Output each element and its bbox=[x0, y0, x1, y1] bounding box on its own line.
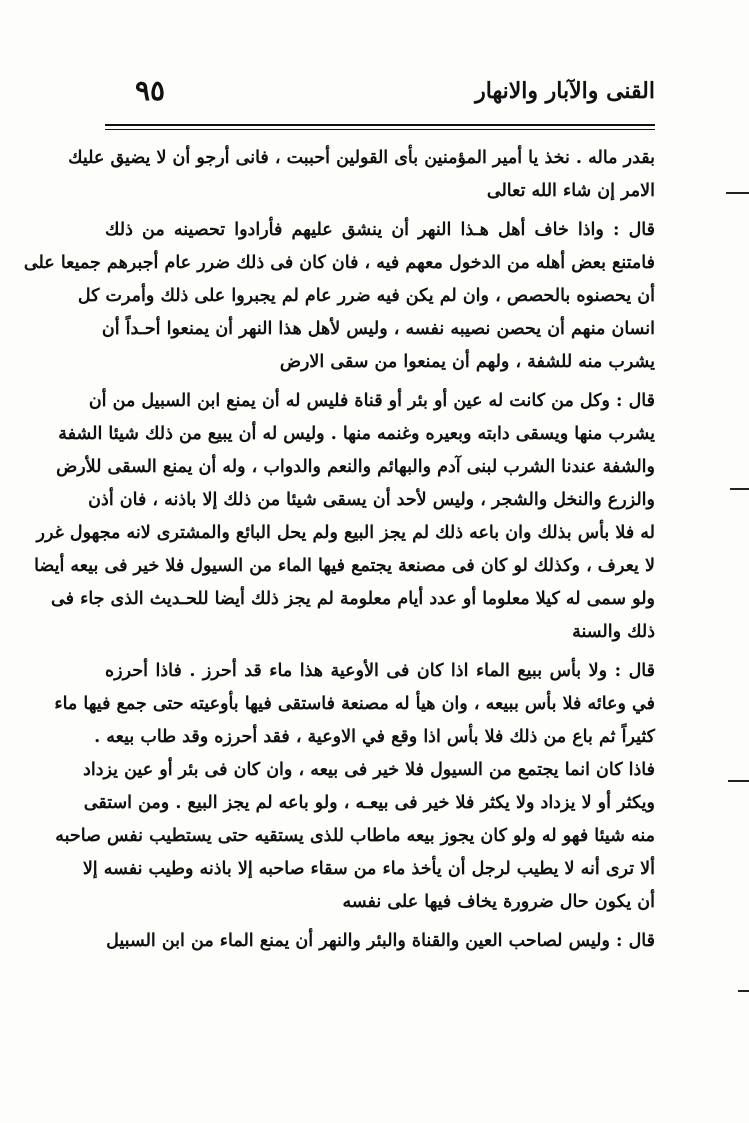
margin-tick bbox=[726, 192, 749, 194]
text-line: ألا ترى أنه لا يطيب لرجل أن يأخذ ماء من سقاء صاحبه إلا باذنه وطيب نفسه إلا bbox=[82, 859, 655, 879]
header-rule-thin bbox=[105, 129, 655, 130]
text-line: فامتنع بعض أهله من الدخول معهم فيه ، فان كان فى ذلك ضرر عام أجبرهم جميعا على bbox=[23, 253, 655, 273]
page-header bbox=[105, 74, 655, 118]
text-line: فاذا كان انما يجتمع من السيول فلا خير فى بيعه ، وان كان فى بئر أو عين يزداد bbox=[83, 760, 655, 780]
text-line: منه شيئا فهو له ولو كان يجوز بيعه ماطاب للذى يستقيه حتى يستطيب نفس صاحبه bbox=[55, 826, 655, 846]
text-line: قال : وكل من كانت له عين أو بئر أو قناة فليس له أن يمنع ابن السبيل من أن bbox=[88, 391, 655, 411]
text-line: يشرب منها ويسقى دابته وبعيره وغنمه منها . وليس له أن يبيع من ذلك شيئا الشفة bbox=[58, 424, 655, 444]
header-rule-thick bbox=[105, 124, 655, 126]
text-line: يشرب منه للشفة ، ولهم أن يمنعوا من سقى الارض bbox=[279, 352, 655, 372]
text-line: قال : ولا بأس ببيع الماء اذا كان فى الأوعية هذا ماء قد أحرز . فاذا أحرزه bbox=[105, 661, 655, 681]
margin-tick bbox=[738, 990, 749, 992]
body-text bbox=[23, 142, 655, 964]
paragraph bbox=[23, 214, 655, 379]
text-line: الامر إن شاء الله تعالى bbox=[486, 181, 655, 201]
text-line: والزرع والنخل والشجر ، وليس لأحد أن يسقى شيئا من ذلك إلا باذنه ، فان أذن bbox=[88, 490, 655, 510]
text-line: أن يكون حال ضرورة يخاف فيها على نفسه bbox=[342, 892, 655, 912]
text-line: والشفة عندنا الشرب لبنى آدم والبهائم والنعم والدواب ، وله أن يمنع السقى للأرض bbox=[56, 457, 655, 477]
text-line: ويكثر أو لا يزداد ولا يكثر فلا خير فى بيعـه ، ولو باعه لم يجز البيع . ومن استقى bbox=[83, 793, 655, 813]
text-line: بقدر ماله . نخذ يا أمير المؤمنين بأى القولين أحببت ، فانى أرجو أن لا يضيق عليك bbox=[68, 148, 655, 168]
running-title: القنى والآبار والانهار bbox=[475, 78, 655, 104]
margin-tick bbox=[730, 488, 749, 490]
text-line: ولو سمى له كيلا معلوما أو عدد أيام معلومة لم يجز ذلك أيضا للحـديث الذى جاء فى bbox=[51, 589, 655, 609]
text-line: أن يحصنوه بالحصص ، وان لم يكن فيه ضرر عام لم يجبروا على ذلك وأمرت كل bbox=[77, 286, 655, 306]
text-line: قال : واذا خاف أهل هـذا النهر أن ينشق عليهم فأرادوا تحصينه من ذلك bbox=[105, 220, 655, 240]
text-line: انسان منهم أن يحصن نصيبه نفسه ، وليس لأهل هذا النهر أن يمنعوا أحـداً أن bbox=[101, 319, 655, 339]
text-line: ذلك والسنة bbox=[572, 622, 655, 642]
text-line: قال : وليس لصاحب العين والقناة والبئر والنهر أن يمنع الماء من ابن السبيل bbox=[106, 931, 655, 951]
page-number: ٩٥ bbox=[135, 74, 166, 107]
paragraph bbox=[105, 925, 655, 958]
text-line: كثيراً ثم باع من ذلك فلا بأس اذا وقع في الاوعية ، فقد أحرزه وقد طاب بيعه . bbox=[94, 727, 655, 747]
margin-tick bbox=[728, 780, 749, 782]
paragraph bbox=[54, 655, 655, 919]
text-line: في وعائه فلا بأس ببيعه ، وان هيأ له مصنعة فاستقى فيها بأوعيته حتى جمع فيها ماء bbox=[54, 694, 655, 714]
paragraph bbox=[34, 385, 655, 649]
text-line: له فلا بأس بذلك وان باعه ذلك لم يجز البيع ولم يحل البائع والمشترى لانه مجهول غرر bbox=[36, 523, 655, 543]
paragraph bbox=[68, 142, 655, 208]
text-line: لا يعرف ، وكذلك لو كان فى مصنعة يجتمع فيها الماء من السيول فلا خير فى بيعه أيضا bbox=[34, 556, 655, 576]
